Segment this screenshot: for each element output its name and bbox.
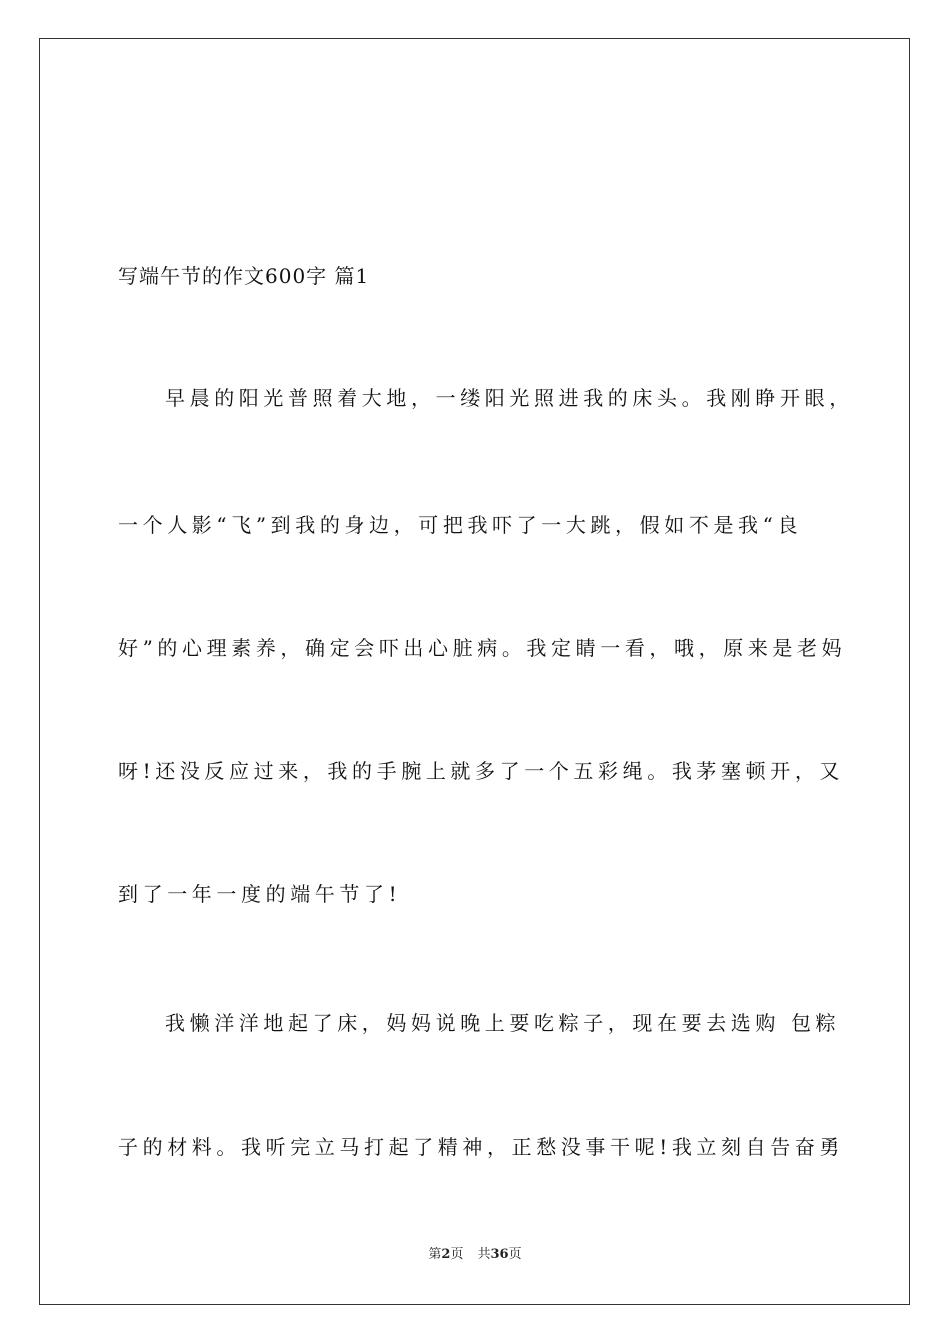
page-border	[39, 38, 910, 1305]
essay-title: 写端午节的作文600字 篇1	[118, 264, 370, 288]
page-prefix: 第	[428, 1247, 442, 1262]
paragraph-2-line-2: 子的材料。我听完立马打起了精神，正愁没事干呢!我立刻自告奋勇	[118, 1135, 845, 1159]
paragraph-1-line-5: 到了一年一度的端午节了!	[118, 882, 402, 906]
paragraph-1-line-2: 一个人影“飞”到我的身边，可把我吓了一大跳，假如不是我“良	[118, 513, 803, 537]
total-pages: 36	[490, 1247, 509, 1262]
total-prefix: 共	[477, 1247, 491, 1262]
paragraph-1-line-4: 呀!还没反应过来，我的手腕上就多了一个五彩绳。我茅塞顿开，又	[118, 759, 845, 783]
paragraph-2-line-1: 我懒洋洋地起了床，妈妈说晚上要吃粽子，现在要去选购 包粽	[165, 1011, 841, 1035]
total-suffix: 页	[508, 1247, 522, 1262]
page-footer	[0, 1247, 950, 1263]
paragraph-1-line-3: 好”的心理素养，确定会吓出心脏病。我定睛一看，哦，原来是老妈	[118, 636, 847, 660]
page-number: 2	[441, 1247, 451, 1262]
paragraph-1-line-1: 早晨的阳光普照着大地，一缕阳光照进我的床头。我刚睁开眼，	[165, 386, 854, 410]
page-suffix: 页	[450, 1247, 464, 1262]
